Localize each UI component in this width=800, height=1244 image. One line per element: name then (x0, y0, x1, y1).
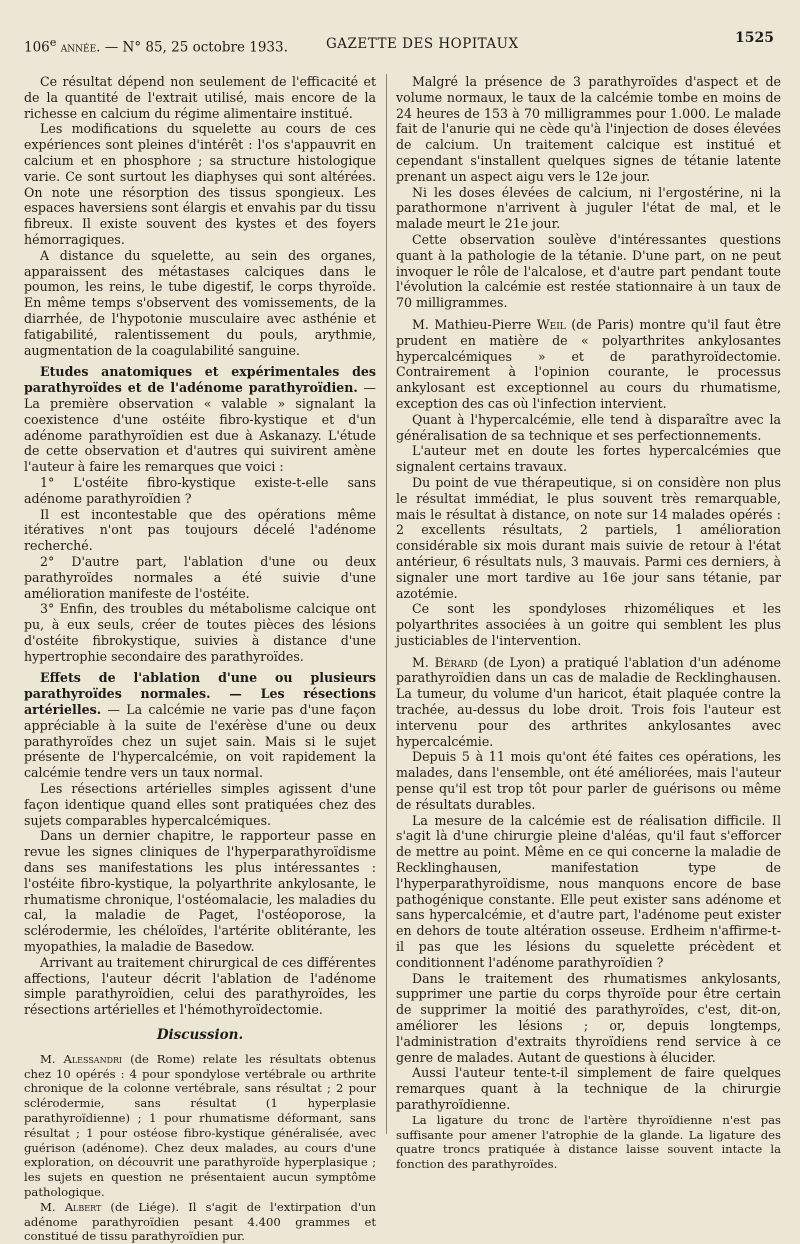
prefix: M. (40, 1051, 64, 1066)
section-text: — La calcémie ne varie pas d'une façon appréciable à la suite de l'exérèse d'une ou deux parathyroïdes chez un sujet sain. Mais si le sujet présente de l'hypercalcémie, on voit rapidement la calcémie tendre vers un taux normal. (24, 702, 376, 781)
berard-paragraph (396, 655, 781, 750)
paragraph-text: (de Lyon) a pratiqué l'ablation d'un adénome parathyroïdien dans un cas de maladie de Recklinghausen. La tumeur, du volume d'un haricot, était plaquée contre la trachée, au-dessus du lobe droit. Trois fois l'auteur est intervenu pour des arthrites ankylosantes avec hypercalcémie. (396, 654, 781, 749)
prefix: M. (40, 1199, 65, 1214)
section-effets (24, 670, 376, 781)
running-header (24, 30, 774, 54)
paragraph: Malgré la présence de 3 parathyroïdes d'aspect et de volume normaux, le taux de la calcémie tombe en moins de 24 heures de 153 à 70 milligrammes pour 1.000. Le malade fait de l'anurie qui ne cède qu'à l'injection de doses élevées de calcium. Un traitement calcique est institué et cependant s'installent quelques signes de tétanie latente prenant un aspect aigu vers le 12e jour. (396, 74, 781, 184)
column-divider (386, 74, 387, 1134)
author-name: Alessandri (63, 1051, 123, 1066)
paragraph: L'auteur met en doute les fortes hypercalcémies que signalent certains travaux. (396, 443, 781, 475)
paragraph-text: (de Rome) relate les résultats obtenus chez 10 opérés : 4 pour spondylose vertébrale ou arthrite chronique de la colonne vertébrale, sans résultat ; 2 pour sclérodermie, sans résultat (1 hyperplasie parathyroïdienne) ; 1 pour rhumatisme déformant, sans résultat ; 1 pour ostéose fibro-kystique généralisée, avec guérison (adénome). Chez deux malades, au cours d'une exploration, on découvrit une parathyroïde hyperplasique ; les sujets en question ne présentaient aucun symptôme pathologique. (24, 1051, 376, 1199)
albert-paragraph (24, 1200, 376, 1244)
right-column (396, 74, 781, 1172)
paragraph: La ligature du tronc de l'artère thyroïdienne n'est pas suffisante pour amener l'atrophie de la glande. La ligature des quatre troncs pratiquée à distance laisse souvent intacte la fonction des parathyroïdes. (396, 1112, 781, 1172)
paragraph: Quant à l'hypercalcémie, elle tend à disparaître avec la généralisation de sa technique et ses perfectionnements. (396, 411, 781, 443)
remark-1: 1° L'ostéite fibro-kystique existe-t-elle sans adénome parathyroïdien ? (24, 474, 376, 506)
paragraph: Cette observation soulève d'intéressantes questions quant à la pathologie de la tétanie. D'une part, on ne peut invoquer le rôle de l'alcalose, et d'autre part pendant toute l'évolution la calcémie est restée stationnaire à un taux de 70 milligrammes. (396, 231, 781, 311)
remark-3: 3° Enfin, des troubles du métabolisme calcique ont pu, à eux seuls, créer de toutes pièces des lésions d'ostéite fibrokystique, suivies à distance d'une hypertrophie secondaire des parathyroïdes. (24, 601, 376, 664)
paragraph: Aussi l'auteur tente-t-il simplement de faire quelques remarques quant à la technique de la chirurgie parathyroïdienne. (396, 1065, 781, 1112)
paragraph: Il est incontestable que des opérations même itératives n'ont pas toujours décelé l'adénome recherché. (24, 506, 376, 554)
prefix: M. (412, 654, 435, 670)
remark-2: 2° D'autre part, l'ablation d'une ou deux parathyroïdes normales a été suivie d'une amélioration manifeste de l'ostéite. (24, 553, 376, 601)
author-name: Bérard (434, 654, 478, 670)
paragraph: Ce résultat dépend non seulement de l'efficacité et de la quantité de l'extrait utilisé, mais encore de la richesse en calcium du régime alimentaire institué. (24, 74, 376, 121)
discussion-heading: Discussion. (156, 1027, 244, 1044)
prefix: M. Mathieu-Pierre (412, 316, 537, 332)
section-etudes (24, 364, 376, 475)
paragraph: Les modifications du squelette au cours de ces expériences sont pleines d'intérêt : l'os s'appauvrit en calcium et en phosphore ; sa structure histologique varie. Ce sont surtout les diaphyses qui sont altérées. On note une résorption des tissus spongieux. Les espaces haversiens sont élargis et envahis par du tissu fibreux. Il existe souvent des kystes et des foyers hémorragiques. (24, 121, 376, 247)
paragraph: Depuis 5 à 11 mois qu'ont été faites ces opérations, les malades, dans l'ensemble, ont été améliorées, mais l'auteur pense qu'il est trop tôt pour parler de guérisons ou même de résultats durables. (396, 749, 781, 812)
paragraph-text: (de Paris) montre qu'il faut être prudent en matière de « polyarthrites ankylosantes hypercalcémiques » et de parathyroïdectomie. Contrairement à l'opinion courante, le processus ankylosant est exceptionnel au cours du rhumatisme, exception des cas où l'infection intervient. (396, 316, 781, 411)
author-name: Weil (536, 316, 566, 332)
section-heading: Etudes anatomiques et expérimentales des parathyroïdes et de l'adénome parathyroïdien. (24, 364, 376, 396)
year-number: 106 (24, 39, 50, 56)
author-name: Albert (64, 1199, 102, 1214)
issue-date: — N° 85, 25 octobre 1933. (104, 39, 288, 56)
paragraph: Du point de vue thérapeutique, si on considère non plus le résultat immédiat, le plus souvent très remarquable, mais le résultat à distance, on note sur 14 malades opérés : 2 excellents résultats, 2 partiels, 1 amélioration considérable six mois durant mais suivie de retour à l'état antérieur, 6 résultats nuls, 3 mauvais. Parmi ces derniers, à signaler une mort tardive au 16e jour sans tétanie, par azotémie. (396, 474, 781, 601)
alessandri-paragraph (24, 1052, 376, 1200)
paragraph-text: (de Liége). Il s'agit de l'extirpation d'un adénome parathyroïdien pesant 4.400 grammes et constitué de tissu parathyroïdien pur. (24, 1199, 376, 1244)
journal-title: GAZETTE DES HOPITAUX (326, 36, 519, 52)
paragraph: Arrivant au traitement chirurgical de ces différentes affections, l'auteur décrit l'ablation de l'adénome simple parathyroïdien, celui des parathyroïdes, les résections artérielles et l'hémothyroïdectomie. (24, 954, 376, 1018)
left-column (24, 74, 376, 1244)
paragraph: Dans le traitement des rhumatismes ankylosants, supprimer une partie du corps thyroïde pour être certain de supprimer la moitié des parathyroïdes, c'est, dit-on, améliorer les lésions ; or, depuis longtemps, l'administration d'extraits thyroïdiens rend service à ce genre de malades. Autant de questions à élucider. (396, 970, 781, 1065)
paragraph: A distance du squelette, au sein des organes, apparaissent des métastases calciques dans le poumon, les reins, le tube digestif, le corps thyroïde. En même temps s'observent des vomissements, de la diarrhée, de l'hypotonie musculaire avec asthénie et fatigabilité, ralentissement du pouls, arythmie, augmentation de la coagulabilité sanguine. (24, 247, 376, 358)
year-superscript: e (49, 36, 57, 49)
page-number: 1525 (735, 30, 774, 46)
paragraph: Ce sont les spondyloses rhizoméliques et les polyarthrites associées à un goitre qui semblent les plus justiciables de l'intervention. (396, 601, 781, 648)
paragraph: La mesure de la calcémie est de réalisation difficile. Il s'agit là d'une chirurgie pleine d'aléas, qu'il faut s'efforcer de mettre au point. Même en ce qui concerne la maladie de Recklinghausen, manifestation type de l'hyperparathyroïdisme, nous manquons encore de base pathogénique constante. Elle peut exister sans adénome et sans hypercalcémie, et d'autre part, l'adénome peut exister en dehors de toute altération osseuse. Erdheim n'affirme-t-il pas que les lésions du squelette précèdent et conditionnent l'adénome parathyroïdien ? (396, 812, 781, 970)
section-heading: Effets de l'ablation d'une ou plusieurs parathyroïdes normales. — Les résections artérielles. (24, 670, 376, 718)
paragraph: Ni les doses élevées de calcium, ni l'ergostérine, ni la parathormone n'arrivent à juguler l'état de mal, et le malade meurt le 21e jour. (396, 184, 781, 232)
paragraph: Dans un dernier chapitre, le rapporteur passe en revue les signes cliniques de l'hyperparathyroïdisme dans ses manifestations les plus intéressantes : l'ostéite fibro-kystique, la polyarthrite ankylosante, le rhumatisme chronique, l'ostéomalacie, les maladies du cal, la maladie de Paget, l'ostéoporose, la sclérodermie, les chéloïdes, l'artérite oblitérante, les myopathies, la maladie de Basedow. (24, 828, 376, 955)
section-text: — La première observation « valable » signalant la coexistence d'une ostéite fibro-kystique et d'un adénome parathyroïdien est due à Askanazy. L'étude de cette observation et d'autres qui suivirent amène l'auteur à faire les remarques que voici : (24, 380, 376, 475)
paragraph: Les résections artérielles simples agissent d'une façon identique quand elles sont pratiquées chez des sujets comparables hypercalcémiques. (24, 781, 376, 828)
issue-info (24, 36, 288, 56)
weil-paragraph (396, 317, 781, 412)
year-word: année. (60, 39, 101, 56)
